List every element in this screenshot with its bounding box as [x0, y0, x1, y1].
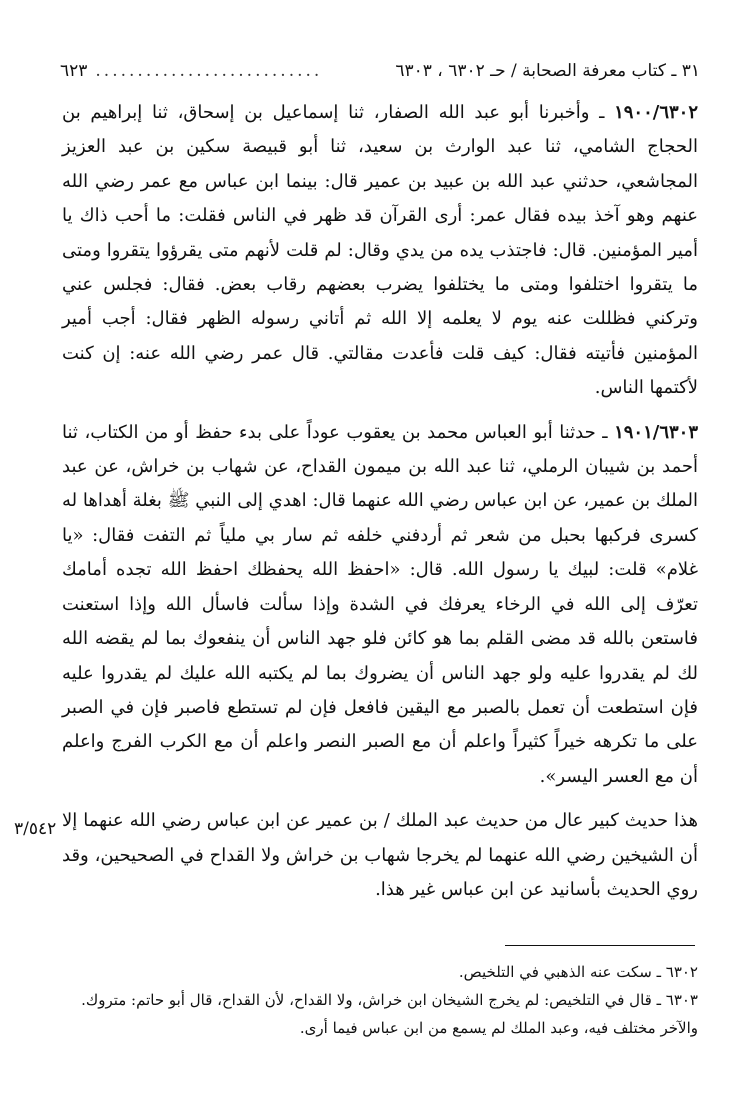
commentary-paragraph — [62, 804, 698, 907]
hadith-text: ـ وأخبرنا أبو عبد الله الصفار، ثنا إسماعيل بن إسحاق، ثنا إبراهيم بن الحجاج الشامي، ثنا عبد الوارث بن سعيد، ثنا أبو قبيصة سكين بن عبد العزيز المجاشعي، حدثني عبد الله بن عبيد بن عمير قال: بينما ابن عباس مع عمر رضي الله عنهم وهو آخذ بيده فقال عمر: أرى القرآن قد ظهر في الناس فقلت: ما أحب ذاك يا أمير المؤمنين. قال: فاجتذب يده من يدي وقال: لم قلت لأنهم متى يقرؤوا يتقروا ومتى ما يتقروا اختلفوا ومتى ما يختلفوا يضرب بعضهم رقاب بعض. فقال: فجلس عني وتركني فظللت عنه يوم لا يعلمه إلا الله ثم أتاني رسوله الظهر فقال: أجب أمير المؤمنين فأتيته فقال: كيف قلت فأعدت مقالتي. قال عمر رضي الله عنه: إن كنت لأكتمها الناس. — [62, 102, 698, 399]
hadith-number: ١٩٠١/٦٣٠٣ — [614, 421, 698, 443]
footnote-divider — [505, 945, 695, 946]
hadith-paragraph-6302 — [62, 96, 698, 406]
page-number: ٦٢٣ — [60, 61, 88, 81]
footnote-6303: ٦٣٠٣ ـ قال في التلخيص: لم يخرج الشيخان ابن خراش، ولا القداح، لأن القداح، قال أبو حاتم: متروك. والآخر مختلف فيه، وعبد الملك لم يسمع من ابن عباس فيما أرى. — [81, 991, 698, 1037]
margin-reference: ٣/٥٤٢ — [14, 819, 57, 839]
header-leader-dots: ........................... — [95, 61, 323, 81]
hadith-text: ـ حدثنا أبو العباس محمد بن يعقوب عوداً على بدء حفظ أو من الكتاب، ثنا أحمد بن شيبان الرملي، ثنا عبد الله بن ميمون القداح، عن شهاب بن خراش، عن عبد الملك بن عمير، عن ابن عباس رضي الله عنهما قال: اهدي إلى النبي ﷺ بغلة أهداها له كسرى فركبها بحبل من شعر ثم أردفني خلفه ثم سار بي ملياً ثم التفت فقال: «يا غلام» قلت: لبيك يا رسول الله. قال: «احفظ الله يحفظك احفظ الله تجده أمامك تعرّف إلى الله في الرخاء يعرفك في الشدة وإذا سألت فاسأل الله وإذا استعنت فاستعن بالله قد مضى القلم بما هو كائن فلو جهد الناس أن ينفعوك بما لم يقضه الله لك لم يقدروا عليه ولو جهد الناس أن يضروك بما لم يكتبه الله عليك لم يقدروا عليه فإن استطعت أن تعمل بالصبر مع اليقين فافعل فإن لم تستطع فاصبر فإن في الصبر على ما تكرهه خيراً كثيراً واعلم أن مع الصبر النصر واعلم أن مع الكرب الفرج واعلم أن مع العسر اليسر». — [62, 421, 698, 787]
page-header — [60, 56, 700, 86]
hadith-paragraph-6303 — [62, 416, 698, 794]
commentary-text: هذا حديث كبير عال من حديث عبد الملك / بن عمير عن ابن عباس رضي الله عنهما إلا أن الشيخين رضي الله عنهما لم يخرجا شهاب بن خراش ولا القداح في الصحيحين، وقد روي الحديث بأسانيد عن ابن عباس غير هذا. — [62, 810, 698, 900]
footnotes — [62, 958, 698, 1042]
hadith-number: ١٩٠٠/٦٣٠٢ — [614, 102, 698, 123]
running-title: ٣١ ـ كتاب معرفة الصحابة / حـ ٦٣٠٢ ، ٦٣٠٣ — [395, 61, 700, 81]
main-text — [62, 96, 698, 917]
footnote-6302: ٦٣٠٢ ـ سكت عنه الذهبي في التلخيص. — [458, 963, 698, 981]
